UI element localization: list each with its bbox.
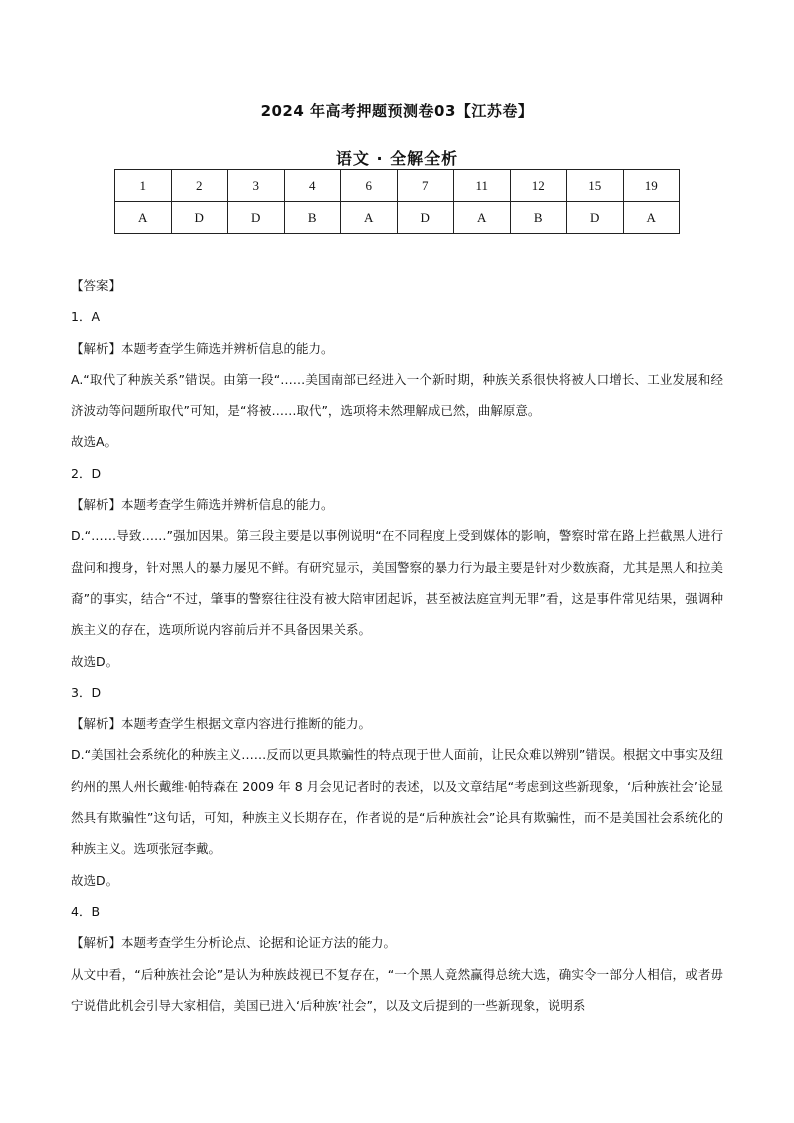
answer-cell: D: [567, 202, 624, 234]
question-number-cell: 19: [623, 170, 680, 202]
answer-cell: B: [510, 202, 567, 234]
document-title: 2024 年高考押题预测卷03【江苏卷】: [260, 102, 534, 120]
answer-cell: A: [454, 202, 511, 234]
analysis-detail: 从文中看，“后种族社会论”是认为种族歧视已不复存在，“一个黑人竟然赢得总统大选，确实令一部分人相信，或者毋宁说借此机会引导大家相信，美国已进入‘后种族’社会”，以及文后提到的一些新现象，说明系: [71, 966, 723, 1013]
answer-table-row-numbers: [115, 170, 680, 202]
question-number-line: 2．D: [71, 465, 102, 481]
question-number-cell: 6: [341, 170, 398, 202]
answer-cell: A: [115, 202, 172, 234]
question-number-cell: 7: [397, 170, 454, 202]
question-number-cell: 4: [284, 170, 341, 202]
question-number-line: 3．D: [71, 684, 102, 700]
section-header: 【答案】: [71, 278, 122, 293]
question-number-cell: 11: [454, 170, 511, 202]
analysis-line: 【解析】本题考查学生筛选并辨析信息的能力。: [71, 497, 334, 513]
answer-table: [114, 169, 680, 234]
question-number-cell: 3: [228, 170, 285, 202]
answer-cell: D: [228, 202, 285, 234]
answer-cell: D: [397, 202, 454, 234]
question-number-line: 1．A: [71, 309, 101, 325]
analysis-line: 【解析】本题考查学生根据文章内容进行推断的能力。: [71, 716, 372, 732]
conclusion-line: 故选D。: [71, 872, 119, 888]
answer-cell: A: [623, 202, 680, 234]
question-number-cell: 15: [567, 170, 624, 202]
answer-table-row-answers: [115, 202, 680, 234]
analysis-detail: D.“……导致……”强加因果。第三段主要是以事例说明“在不同程度上受到媒体的影响，警察时常在路上拦截黑人进行盘问和搜身，针对黑人的暴力屡见不鲜。有研究显示，美国警察的暴力行为最主要是针对少数族裔，尤其是黑人和拉美裔”的事实，结合“不过，肇事的警察往往没有被大陪审团起诉，甚至被法庭宣判无罪”看，这是事件常见结果，强调种族主义的存在，选项所说内容前后并不具备因果关系。: [71, 528, 723, 638]
answer-explanations: [71, 270, 723, 1021]
answer-cell: D: [171, 202, 228, 234]
question-number-cell: 12: [510, 170, 567, 202]
answer-cell: B: [284, 202, 341, 234]
analysis-line: 【解析】本题考查学生筛选并辨析信息的能力。: [71, 340, 334, 356]
conclusion-line: 故选A。: [71, 434, 118, 450]
analysis-detail: D.“美国社会系统化的种族主义……反而以更具欺骗性的特点现于世人面前，让民众难以辨别”错误。根据文中事实及纽约州的黑人州长戴维·帕特森在 2009 年 8 月会见记者时的表述，以及文章结尾“考虑到这些新现象，‘后种族社会’论显然具有欺骗性”这句话，可知，种族主义长期存在，作者说的是“后种族社会”论具有欺骗性，而不是美国社会系统化的种族主义。选项张冠李戴。: [71, 747, 723, 857]
document-subtitle: 语文 · 全解全析: [335, 149, 459, 168]
question-number-cell: 2: [171, 170, 228, 202]
answer-cell: A: [341, 202, 398, 234]
analysis-detail: A.“取代了种族关系”错误。由第一段“……美国南部已经进入一个新时期，种族关系很快将被人口增长、工业发展和经济波动等问题所取代”可知，是“将被……取代”，选项将未然理解成已然，曲解原意。: [71, 371, 723, 419]
conclusion-line: 故选D。: [71, 653, 119, 669]
question-number-line: 4．B: [71, 903, 101, 919]
question-number-cell: 1: [115, 170, 172, 202]
analysis-line: 【解析】本题考查学生分析论点、论据和论证方法的能力。: [71, 935, 397, 951]
